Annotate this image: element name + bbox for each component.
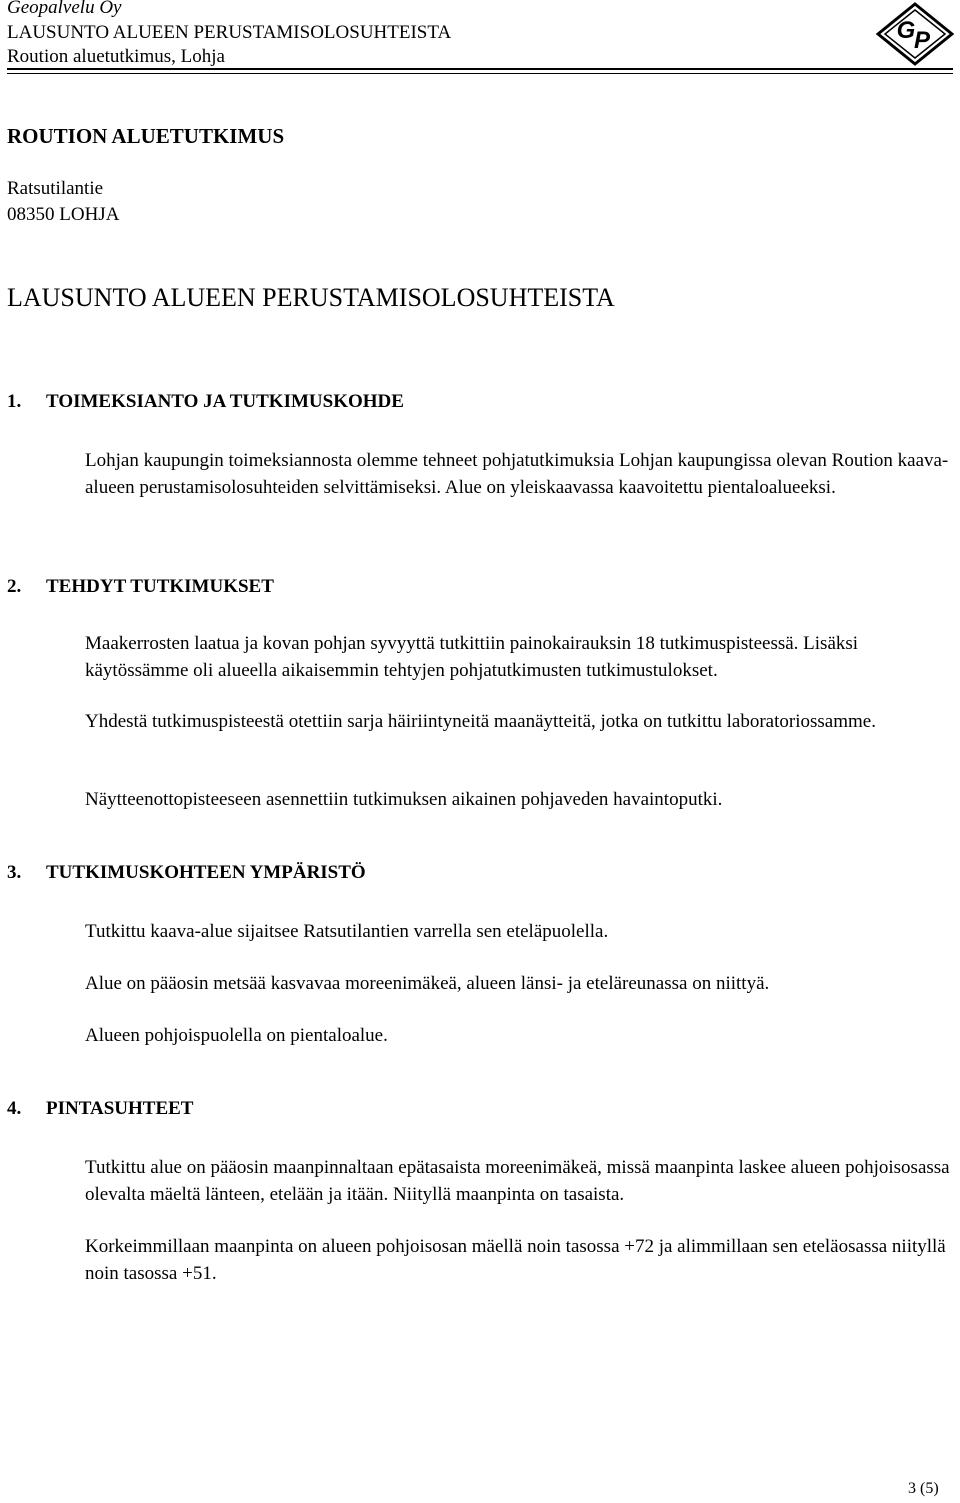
section-4-heading bbox=[7, 1097, 193, 1121]
address-postal: 08350 LOHJA bbox=[7, 204, 120, 225]
section-1-paragraph-1: Lohjan kaupungin toimeksiannosta olemme tehneet pohjatutkimuksia Lohjan kaupungissa olevan Roution kaava-alueen perustamisolosuhteiden selvittämiseksi. Alue on yleiskaavassa kaavoitettu pientaloalueeksi. bbox=[85, 450, 949, 498]
header-title: LAUSUNTO ALUEEN PERUSTAMISOLOSUHTEISTA bbox=[7, 22, 452, 43]
page-number: 3 (5) bbox=[908, 1480, 939, 1497]
section-title: TOIMEKSIANTO JA TUTKIMUSKOHDE bbox=[46, 391, 404, 412]
section-number: 1. bbox=[7, 391, 22, 412]
address-street: Ratsutilantie bbox=[7, 178, 104, 199]
header-rule-thin bbox=[7, 73, 953, 74]
section-title: PINTASUHTEET bbox=[46, 1098, 194, 1119]
section-2-paragraph-1: Maakerrosten laatua ja kovan pohjan syvyyttä tutkittiin painokairauksin 18 tutkimuspisteessä. Lisäksi käytössämme oli alueella aikaisemmin tehtyjen pohjatutkimusten tutkimustulokset. bbox=[85, 633, 859, 681]
section-1-heading bbox=[7, 390, 404, 414]
svg-text:G: G bbox=[896, 17, 916, 44]
header-rule bbox=[7, 68, 953, 70]
section-number: 2. bbox=[7, 576, 22, 597]
section-2-heading bbox=[7, 575, 274, 599]
header-subtitle: Roution aluetutkimus, Lohja bbox=[7, 46, 225, 67]
section-2-paragraph-2: Yhdestä tutkimuspisteestä otettiin sarja häiriintyneitä maanäytteitä, jotka on tutkittu laboratoriossamme. bbox=[85, 711, 876, 732]
section-title: TUTKIMUSKOHTEEN YMPÄRISTÖ bbox=[46, 862, 366, 883]
section-4-paragraph-1: Tutkittu alue on pääosin maanpinnaltaan epätasaista moreenimäkeä, missä maanpinta laskee alueen pohjoisosassa olevalta mäeltä länteen, etelään ja itään. Niityllä maanpinta on tasaista. bbox=[85, 1157, 950, 1205]
project-title: ROUTION ALUETUTKIMUS bbox=[7, 124, 285, 148]
section-3-heading bbox=[7, 861, 366, 885]
section-3-paragraph-3: Alueen pohjoispuolella on pientaloalue. bbox=[85, 1025, 388, 1046]
section-4-paragraph-2: Korkeimmillaan maanpinta on alueen pohjoisosan mäellä noin tasossa +72 ja alimmillaan sen eteläosassa niityllä noin tasossa +51. bbox=[85, 1236, 946, 1284]
main-title: LAUSUNTO ALUEEN PERUSTAMISOLOSUHTEISTA bbox=[7, 283, 615, 312]
section-3-paragraph-2: Alue on pääosin metsää kasvavaa moreenimäkeä, alueen länsi- ja eteläreunassa on niittyä. bbox=[85, 973, 770, 994]
gp-diamond-logo-icon bbox=[876, 2, 954, 66]
section-2-paragraph-3: Näytteenottopisteeseen asennettiin tutkimuksen aikainen pohjaveden havaintoputki. bbox=[85, 789, 723, 810]
section-number: 4. bbox=[7, 1098, 22, 1119]
header-company: Geopalvelu Oy bbox=[7, 0, 122, 18]
section-title: TEHDYT TUTKIMUKSET bbox=[46, 576, 274, 597]
section-3-paragraph-1: Tutkittu kaava-alue sijaitsee Ratsutilantien varrella sen eteläpuolella. bbox=[85, 921, 609, 942]
section-number: 3. bbox=[7, 862, 22, 883]
svg-text:P: P bbox=[913, 27, 931, 54]
